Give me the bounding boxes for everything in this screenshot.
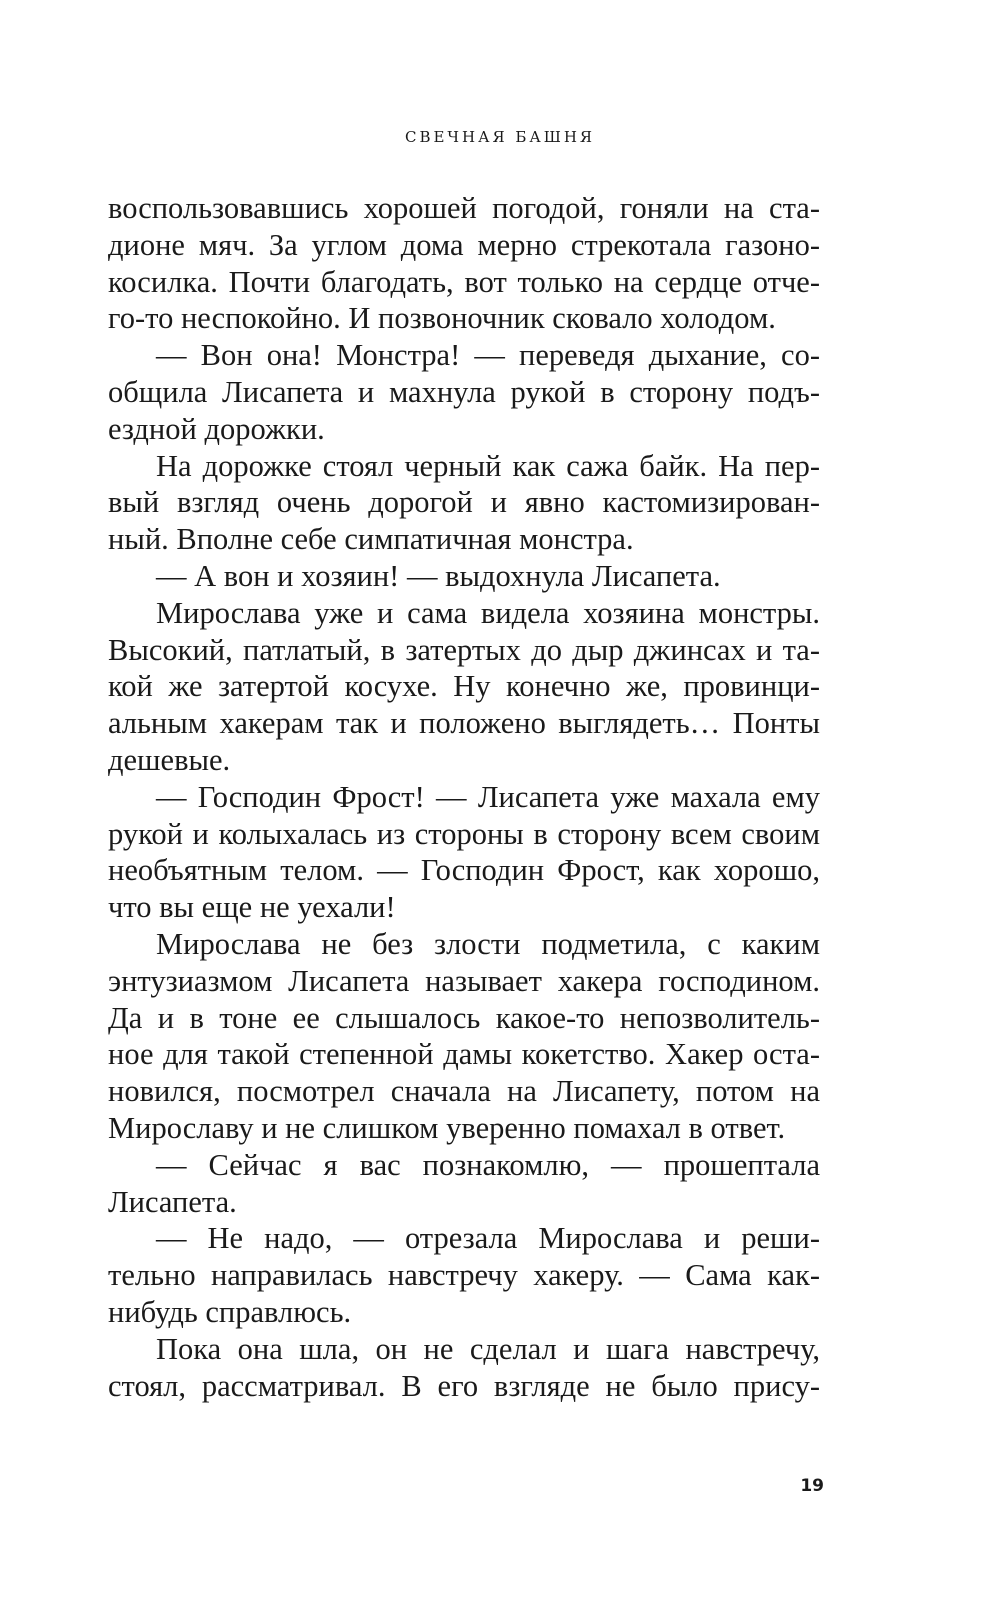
text-line: — Не надо, — отрезала Мирослава и реши- bbox=[156, 1221, 820, 1256]
text-line: ездной дорожки. bbox=[108, 411, 325, 446]
text-line: — Господин Фрост! — Лисапета уже махала ему bbox=[156, 779, 820, 814]
text-line: ное для такой степенной дамы кокетство. Хакер оста- bbox=[108, 1037, 820, 1072]
text-line: Пока она шла, он не сделал и шага навстречу, bbox=[156, 1331, 820, 1366]
text-line: Да и в тоне ее слышалось какое-то непозволитель- bbox=[108, 1000, 820, 1035]
text-line: — А вон и хозяин! — выдохнула Лисапета. bbox=[156, 558, 721, 593]
text-line: Мирослава уже и сама видела хозяина монстры. bbox=[156, 595, 820, 630]
text-line: — Сейчас я вас познакомлю, — прошептала bbox=[156, 1147, 820, 1182]
text-line: го-то неспокойно. И позвоночник сковало холодом. bbox=[108, 301, 776, 336]
text-line: Высокий, патлатый, в затертых до дыр джинсах и та- bbox=[108, 632, 820, 667]
text-line: общила Лисапета и махнула рукой в сторону подъ- bbox=[108, 374, 820, 409]
text-line: что вы еще не уехали! bbox=[108, 890, 396, 925]
text-line: альным хакерам так и положено выглядеть… Понты bbox=[108, 706, 820, 741]
text-line: — Вон она! Монстра! — переведя дыхание, со- bbox=[156, 338, 820, 373]
text-line: Мирослава не без злости подметила, с каким bbox=[156, 926, 820, 961]
text-line: вый взгляд очень дорогой и явно кастомизирован- bbox=[108, 485, 820, 520]
body-text bbox=[108, 190, 820, 1404]
text-line: ный. Вполне себе симпатичная монстра. bbox=[108, 522, 634, 557]
text-line: дешевые. bbox=[108, 742, 231, 777]
text-line: кой же затертой косухе. Ну конечно же, провинци- bbox=[108, 669, 820, 704]
text-line: Лисапета. bbox=[108, 1184, 237, 1219]
text-line: Мирославу и не слишком уверенно помахал в ответ. bbox=[108, 1110, 786, 1145]
text-line: рукой и колыхалась из стороны в сторону всем своим bbox=[108, 816, 820, 851]
text-line: косилка. Почти благодать, вот только на сердце отче- bbox=[108, 264, 820, 299]
text-line: тельно направилась навстречу хакеру. — Сама как- bbox=[108, 1258, 820, 1293]
text-line: энтузиазмом Лисапета называет хакера господином. bbox=[108, 963, 820, 998]
text-line: новился, посмотрел сначала на Лисапету, потом на bbox=[108, 1074, 820, 1109]
page-number: 19 bbox=[800, 1476, 824, 1496]
text-line: необъятным телом. — Господин Фрост, как хорошо, bbox=[108, 853, 820, 888]
running-head: СВЕЧНАЯ БАШНЯ bbox=[404, 128, 596, 146]
text-line: На дорожке стоял черный как сажа байк. На пер- bbox=[156, 448, 820, 483]
text-line: воспользовавшись хорошей погодой, гоняли на ста- bbox=[108, 191, 820, 225]
text-line: дионе мяч. За углом дома мерно стрекотала газоно- bbox=[108, 227, 820, 262]
text-line: стоял, рассматривал. В его взгляде не было прису- bbox=[108, 1368, 820, 1403]
text-line: нибудь справлюсь. bbox=[108, 1294, 352, 1329]
